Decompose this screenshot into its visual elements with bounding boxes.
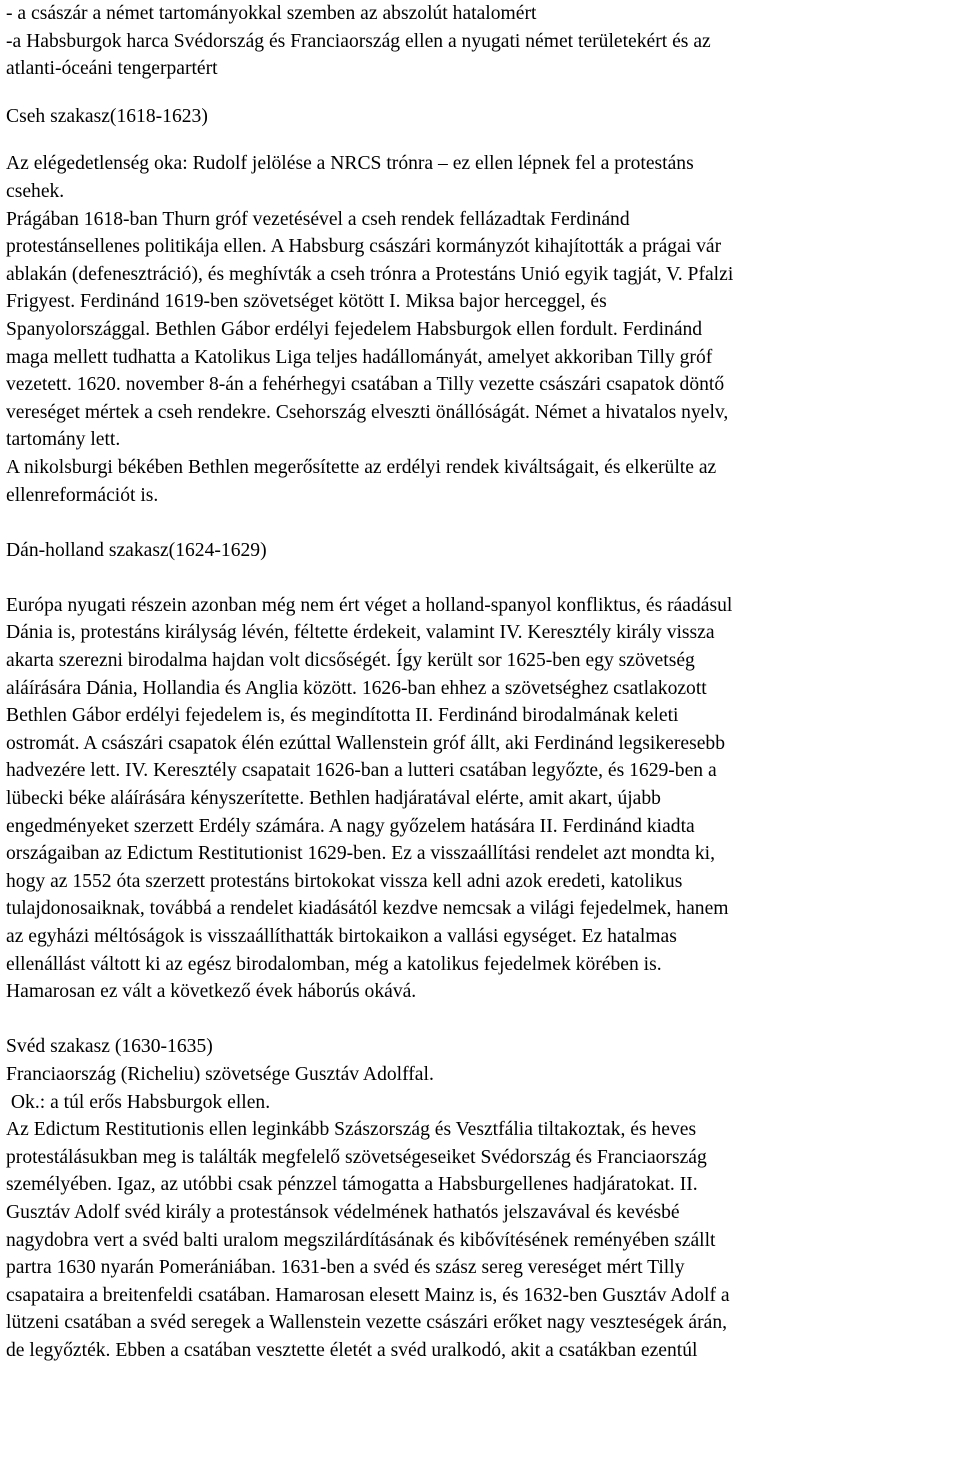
text-line: országaiban az Edictum Restitutionist 1629-ben. Ez a visszaállítási rendelet azt mondta ki,: [6, 843, 715, 865]
text-line: nagydobra vert a svéd balti uralom megszilárdításának és kibővítésének reményében szállt: [6, 1229, 716, 1251]
text-line: Frigyest. Ferdinánd 1619-ben szövetséget kötött I. Miksa bajor herceggel, és: [6, 291, 607, 313]
text-line: A nikolsburgi békében Bethlen megerősítette az erdélyi rendek kiváltságait, és elkerülte az: [6, 456, 717, 478]
text-line: partra 1630 nyarán Pomerániában. 1631-ben a svéd és szász sereg vereséget mért Tilly: [6, 1257, 685, 1279]
text-line: lützeni csatában a svéd seregek a Wallenstein vezette császári erőket nagy veszteségek árán,: [6, 1312, 728, 1334]
text-line: ellenreformációt is.: [6, 484, 159, 506]
text-line: Gusztáv Adolf svéd király a protestánsok védelmének hathatós jelszavával és kevésbé: [6, 1201, 680, 1223]
spacer: [6, 130, 954, 150]
text-line: személyében. Igaz, az utóbbi csak pénzzel támogatta a Habsburgellenes hadjáratokat. II.: [6, 1174, 698, 1196]
spacer: [6, 83, 954, 103]
text-line: -a Habsburgok harca Svédország és Franciaország ellen a nyugati német területekért és az: [6, 30, 711, 52]
text-line: Ok.: a túl erős Habsburgok ellen.: [6, 1091, 271, 1113]
text-line: ellenállást váltott ki az egész birodalomban, még a katolikus fejedelmek körében is.: [6, 953, 662, 975]
text-line: Prágában 1618-ban Thurn gróf vezetésével a cseh rendek fellázadtak Ferdinánd: [6, 208, 630, 230]
text-line: tulajdonosaiknak, továbbá a rendelet kiadásától kezdve nemcsak a világi fejedelmek, hanem: [6, 898, 729, 920]
text-line: engedményeket szerzett Erdély számára. A nagy győzelem hatására II. Ferdinánd kiadta: [6, 815, 695, 837]
text-line: Az elégedetlenség oka: Rudolf jelölése a NRCS trónra – ez ellen lépnek fel a protestáns: [6, 153, 694, 175]
text-line: csehek.: [6, 180, 65, 202]
text-line: hogy az 1552 óta szerzett protestáns birtokokat vissza kell adni azok eredeti, katolikus: [6, 870, 683, 892]
text-line: tartomány lett.: [6, 429, 121, 451]
text-line: vezetett. 1620. november 8-án a fehérhegyi csatában a Tilly vezette császári csapatok döntő: [6, 374, 725, 396]
sved-section: [6, 1033, 954, 1364]
text-line: Hamarosan ez vált a következő évek háborús okává.: [6, 981, 417, 1003]
text-line: hadvezére lett. IV. Keresztély csapatait 1626-ban a lutteri csatában legyőzte, és 1629-ben a: [6, 760, 717, 782]
text-line: Az Edictum Restitutionis ellen leginkább Szászország és Vesztfália tiltakoztak, és heves: [6, 1119, 697, 1141]
section-heading-sved: Svéd szakasz (1630-1635): [6, 1036, 213, 1058]
intro-paragraph: [6, 0, 954, 83]
text-line: Franciaország (Richeliu) szövetsége Gusztáv Adolffal.: [6, 1063, 434, 1085]
text-line: protestálásukban meg is találták megfelelő szövetségeseiket Svédország és Franciaország: [6, 1146, 707, 1168]
text-line: akarta szerezni birodalma hajdan volt dicsőségét. Így került sor 1625-ben egy szövetség: [6, 650, 695, 672]
spacer: [6, 509, 954, 537]
text-line: Európa nyugati részein azonban még nem ért véget a holland-spanyol konfliktus, és ráadásul: [6, 594, 733, 616]
text-line: vereséget mértek a cseh rendekre. Csehország elveszti önállóságát. Német a hivatalos nyelv,: [6, 401, 729, 423]
text-line: atlanti-óceáni tengerpartért: [6, 58, 218, 80]
text-line: Spanyolországgal. Bethlen Gábor erdélyi fejedelem Habsburgok ellen fordult. Ferdinánd: [6, 318, 703, 340]
dan-holland-paragraph: [6, 592, 954, 1006]
spacer: [6, 1006, 954, 1034]
text-line: Dánia is, protestáns királyság lévén, féltette érdekeit, valamint IV. Keresztély király vissza: [6, 622, 715, 644]
text-line: ostromát. A császári csapatok élén ezúttal Wallenstein gróf állt, aki Ferdinánd legsikeresebb: [6, 732, 725, 754]
spacer: [6, 564, 954, 592]
text-line: ablakán (defenesztráció), és meghívták a cseh trónra a Protestáns Unió egyik tagját, V. Pfalzi: [6, 263, 734, 285]
text-line: aláírására Dánia, Hollandia és Anglia között. 1626-ban ehhez a szövetséghez csatlakozott: [6, 677, 707, 699]
text-line: lübecki béke aláírására kényszerítette. Bethlen hadjáratával elérte, amit akart, újabb: [6, 788, 661, 810]
text-line: csapataira a breitenfeldi csatában. Hamarosan elesett Mainz is, és 1632-ben Gusztáv Adolf a: [6, 1284, 730, 1306]
cseh-paragraph: [6, 150, 954, 509]
text-line: de legyőzték. Ebben a csatában vesztette életét a svéd uralkodó, akit a csatákban ezentúl: [6, 1339, 698, 1361]
text-line: maga mellett tudhatta a Katolikus Liga teljes hadállományát, amelyet akkoriban Tilly gróf: [6, 346, 713, 368]
text-line: Bethlen Gábor erdélyi fejedelem is, és megindította II. Ferdinánd birodalmának keleti: [6, 705, 679, 727]
section-heading-cseh: Cseh szakasz(1618-1623): [6, 105, 208, 127]
text-line: az egyházi méltóságok is visszaállíthatták birtokaikon a vallási egységet. Ez hatalmas: [6, 926, 677, 947]
section-heading-dan-holland: Dán-holland szakasz(1624-1629): [6, 539, 267, 561]
text-line: protestánsellenes politikája ellen. A Habsburg császári kormányzót kihajították a prágai vár: [6, 236, 722, 258]
text-line: - a császár a német tartományokkal szemben az abszolút hatalomért: [6, 3, 537, 24]
